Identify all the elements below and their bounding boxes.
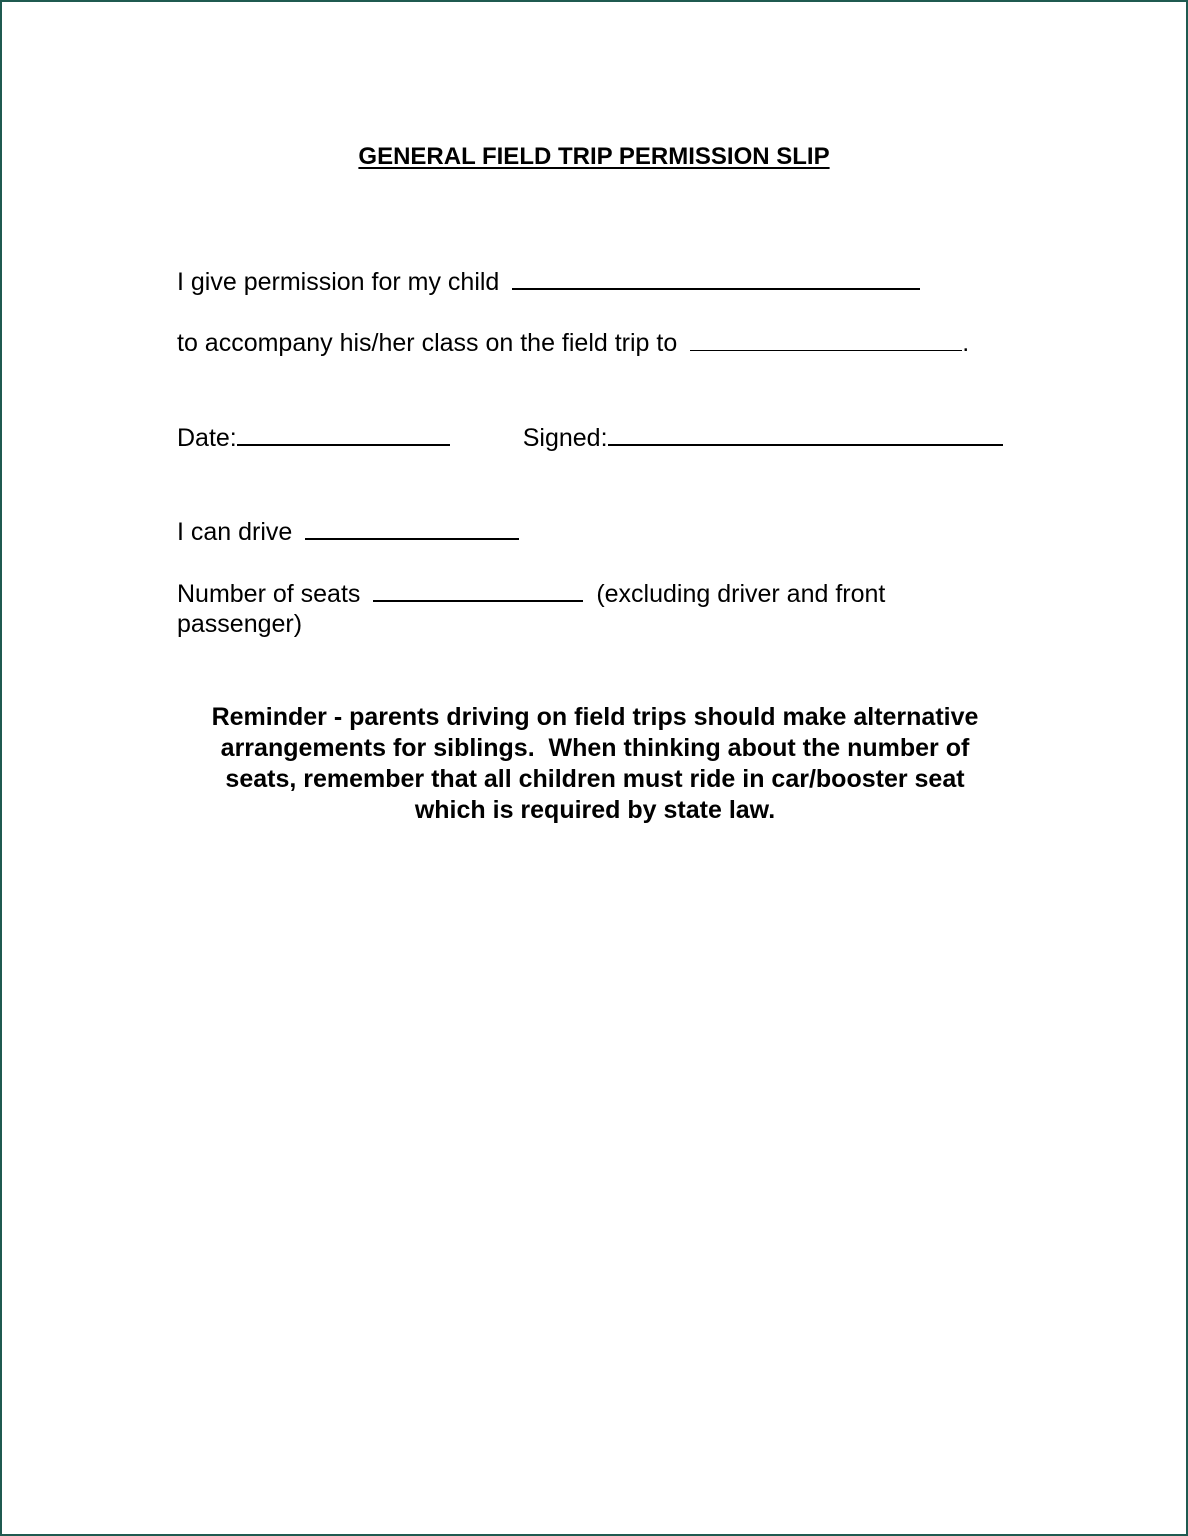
seats-line <box>177 578 885 610</box>
reminder-line-1: Reminder - parents driving on field trips should make alternative <box>211 703 979 731</box>
signature-field[interactable] <box>608 422 1003 446</box>
signed-label: Signed: <box>522 424 608 452</box>
child-name-field[interactable] <box>512 266 920 290</box>
date-label: Date: <box>177 424 237 452</box>
trip-destination-field[interactable] <box>690 328 962 351</box>
seats-note: (excluding driver and front <box>596 580 886 608</box>
seats-label: Number of seats <box>177 580 361 608</box>
reminder-line-4: which is required by state law. <box>414 796 776 824</box>
accompany-line <box>177 328 969 359</box>
accompany-label: to accompany his/her class on the field trip to <box>177 329 678 357</box>
date-signed-line <box>177 422 1003 454</box>
permission-label: I give permission for my child <box>177 268 500 296</box>
permission-line <box>177 266 920 298</box>
seats-note-continued <box>177 609 302 640</box>
reminder-line-3: seats, remember that all children must ride in car/booster seat <box>225 765 965 793</box>
drive-line <box>177 516 519 548</box>
reminder-block <box>150 702 1040 826</box>
seats-field[interactable] <box>373 578 583 602</box>
drive-field[interactable] <box>305 516 519 540</box>
reminder-line-2: arrangements for siblings. When thinking about the number of <box>220 734 970 762</box>
form-title: GENERAL FIELD TRIP PERMISSION SLIP <box>358 143 830 170</box>
date-field[interactable] <box>237 422 450 446</box>
accompany-period: . <box>962 329 970 357</box>
drive-label: I can drive <box>177 518 293 546</box>
seats-note-2: passenger) <box>177 610 303 638</box>
